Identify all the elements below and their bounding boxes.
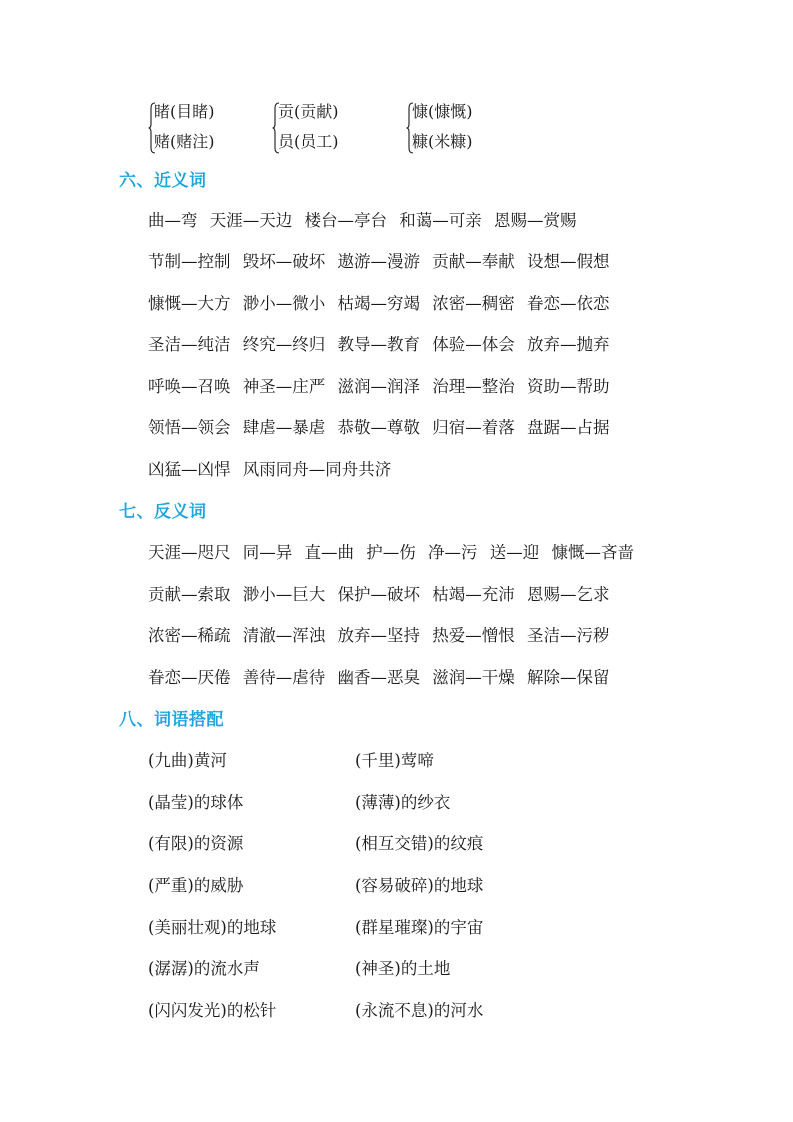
word-pair: 眷恋—厌倦 bbox=[148, 668, 231, 687]
word-pair: 天涯—天边 bbox=[209, 211, 293, 230]
collocation-item: (严重)的威胁 bbox=[148, 876, 244, 895]
bracket-line: 员(员工) bbox=[278, 132, 339, 151]
word-pair: 归宿—着落 bbox=[432, 418, 515, 437]
word-pair: 滋润—干燥 bbox=[432, 668, 515, 687]
word-pair: 楼台—亭台 bbox=[304, 211, 387, 230]
bracket-line: 慷(慷慨) bbox=[412, 102, 473, 121]
synonym-line bbox=[148, 210, 584, 232]
bracket-line: 睹(目睹) bbox=[154, 102, 215, 121]
synonym-line bbox=[148, 251, 617, 273]
word-pair: 同—异 bbox=[242, 543, 293, 562]
word-pair: 毁坏—破坏 bbox=[242, 252, 326, 271]
word-pair: 天涯—咫尺 bbox=[148, 543, 231, 562]
word-pair: 解除—保留 bbox=[527, 668, 610, 687]
word-pair: 恩赐—乞求 bbox=[527, 585, 610, 604]
word-pair: 枯竭—穷竭 bbox=[337, 294, 420, 313]
word-pair: 清澈—浑浊 bbox=[242, 626, 326, 645]
word-pair: 护—伤 bbox=[366, 543, 416, 562]
word-pair: 终究—终归 bbox=[242, 335, 326, 354]
bracket-line: 贡(贡献) bbox=[278, 102, 339, 121]
word-pair: 遨游—漫游 bbox=[337, 252, 420, 271]
word-pair: 放弃—坚持 bbox=[337, 626, 420, 645]
word-pair: 浓密—稠密 bbox=[432, 294, 515, 313]
section-heading-synonyms: 六、近义词 bbox=[119, 171, 207, 191]
synonym-line bbox=[148, 293, 617, 315]
synonym-line bbox=[148, 376, 617, 398]
section-heading-collocations: 八、词语搭配 bbox=[119, 710, 224, 730]
word-pair: 直—曲 bbox=[304, 543, 354, 562]
collocation-item: (九曲)黄河 bbox=[148, 751, 227, 770]
collocation-item: (容易破碎)的地球 bbox=[355, 876, 484, 895]
word-pair: 浓密—稀疏 bbox=[148, 626, 231, 645]
collocation-item: (千里)莺啼 bbox=[355, 751, 434, 770]
synonym-line bbox=[148, 334, 617, 356]
word-pair: 保护—破坏 bbox=[337, 585, 420, 604]
collocation-item: (晶莹)的球体 bbox=[148, 793, 244, 812]
antonym-line bbox=[148, 584, 617, 606]
word-pair: 体验—体会 bbox=[432, 335, 515, 354]
word-pair: 善待—虐待 bbox=[242, 668, 326, 687]
word-pair: 慷慨—吝啬 bbox=[551, 543, 634, 562]
collocation-item: (神圣)的土地 bbox=[355, 959, 451, 978]
word-pair: 教导—教育 bbox=[337, 335, 420, 354]
word-pair: 慷慨—大方 bbox=[148, 294, 231, 313]
word-pair: 放弃—抛弃 bbox=[527, 335, 610, 354]
antonym-line bbox=[148, 625, 617, 647]
word-pair: 贡献—奉献 bbox=[432, 252, 515, 271]
word-pair: 圣洁—纯洁 bbox=[148, 335, 231, 354]
antonym-line bbox=[148, 542, 641, 564]
word-pair: 领悟—领会 bbox=[148, 418, 231, 437]
word-pair: 渺小—微小 bbox=[242, 294, 326, 313]
collocation-item: (有限)的资源 bbox=[148, 834, 244, 853]
word-pair: 盘踞—占据 bbox=[527, 418, 610, 437]
word-pair: 枯竭—充沛 bbox=[432, 585, 515, 604]
collocation-item: (相互交错)的纹痕 bbox=[355, 834, 484, 853]
word-pair: 和蔼—可亲 bbox=[399, 211, 482, 230]
word-pair: 圣洁—污秽 bbox=[527, 626, 610, 645]
word-pair: 曲—弯 bbox=[148, 211, 198, 230]
word-pair: 呼唤—召唤 bbox=[148, 377, 231, 396]
word-pair: 神圣—庄严 bbox=[242, 377, 326, 396]
bracket-line: 糠(米糠) bbox=[412, 132, 473, 151]
word-pair: 治理—整治 bbox=[432, 377, 515, 396]
word-pair: 肆虐—暴虐 bbox=[242, 418, 326, 437]
bracket-line: 赌(赌注) bbox=[154, 132, 215, 151]
word-pair: 风雨同舟—同舟共济 bbox=[242, 460, 392, 479]
synonym-line bbox=[148, 417, 617, 439]
word-pair: 幽香—恶臭 bbox=[337, 668, 420, 687]
word-pair: 净—污 bbox=[428, 543, 478, 562]
word-pair: 贡献—索取 bbox=[148, 585, 231, 604]
collocation-item: (永流不息)的河水 bbox=[355, 1001, 484, 1020]
word-pair: 恩赐—赏赐 bbox=[494, 211, 577, 230]
word-pair: 热爱—憎恨 bbox=[432, 626, 515, 645]
word-pair: 渺小—巨大 bbox=[242, 585, 326, 604]
word-pair: 节制—控制 bbox=[148, 252, 231, 271]
word-pair: 眷恋—依恋 bbox=[527, 294, 610, 313]
collocation-item: (薄薄)的纱衣 bbox=[355, 793, 451, 812]
section-heading-antonyms: 七、反义词 bbox=[119, 502, 207, 522]
word-pair: 滋润—润泽 bbox=[337, 377, 420, 396]
word-pair: 资助—帮助 bbox=[527, 377, 610, 396]
antonym-line bbox=[148, 667, 617, 689]
synonym-line bbox=[148, 459, 398, 481]
word-pair: 设想—假想 bbox=[527, 252, 610, 271]
word-pair: 送—迎 bbox=[489, 543, 540, 562]
collocation-item: (美丽壮观)的地球 bbox=[148, 918, 277, 937]
collocation-item: (群星璀璨)的宇宙 bbox=[355, 918, 484, 937]
collocation-item: (闪闪发光)的松针 bbox=[148, 1001, 277, 1020]
word-pair: 恭敬—尊敬 bbox=[337, 418, 420, 437]
collocation-item: (潺潺)的流水声 bbox=[148, 959, 260, 978]
word-pair: 凶猛—凶悍 bbox=[148, 460, 231, 479]
